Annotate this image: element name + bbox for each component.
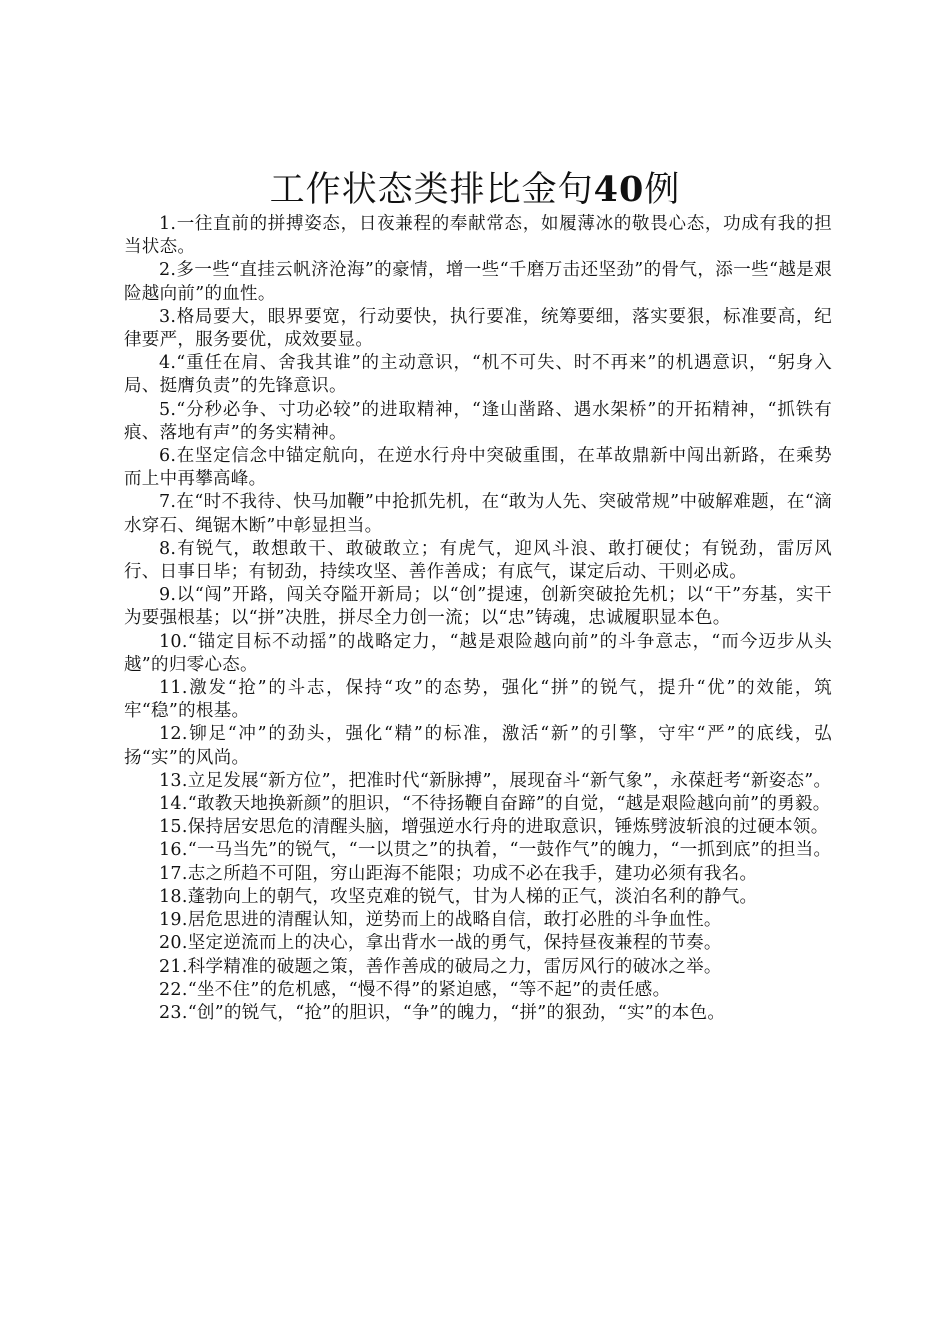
page-title — [0, 168, 950, 212]
paragraph-10: 10.“锚定目标不动摇”的战略定力，“越是艰险越向前”的斗争意志，“而今迈步从头越”的归零心态。 — [124, 631, 832, 675]
paragraph-19: 19.居危思进的清醒认知，逆势而上的战略自信，敢打必胜的斗争血性。 — [159, 910, 722, 931]
paragraph-1: 1.一往直前的拼搏姿态，日夜兼程的奉献常态，如履薄冰的敬畏心态，功成有我的担当状态。 — [124, 214, 832, 258]
paragraph-15: 15.保持居安思危的清醒头脑，增强逆水行舟的进取意识，锤炼劈波斩浪的过硬本领。 — [159, 817, 829, 838]
paragraph-4: 4.“重任在肩、舍我其谁”的主动意识，“机不可失、时不再来”的机遇意识，“躬身入局、挺膺负责”的先锋意识。 — [124, 353, 832, 397]
paragraph-9: 9.以“闯”开路，闯关夺隘开新局；以“创”提速，创新突破抢先机；以“干”夯基，实干为要强根基；以“拼”决胜，拼尽全力创一流；以“忠”铸魂，忠诚履职显本色。 — [124, 585, 832, 629]
title-suffix: 例 — [644, 170, 681, 210]
paragraph-20: 20.坚定逆流而上的决心，拿出背水一战的勇气，保持昼夜兼程的节奏。 — [159, 933, 722, 954]
paragraph-2: 2.多一些“直挂云帆济沧海”的豪情，增一些“千磨万击还坚劲”的骨气，添一些“越是艰险越向前”的血性。 — [124, 260, 832, 304]
paragraph-3: 3.格局要大，眼界要宽，行动要快，执行要准，统筹要细，落实要狠，标准要高，纪律要严，服务要优，成效要显。 — [124, 306, 832, 351]
paragraph-11: 11.激发“抢”的斗志，保持“攻”的态势，强化“拼”的锐气，提升“优”的效能，筑牢“稳”的根基。 — [124, 678, 832, 722]
paragraph-14: 14.“敢教天地换新颜”的胆识，“不待扬鞭自奋蹄”的自觉，“越是艰险越向前”的勇毅。 — [159, 794, 831, 815]
paragraph-16: 16.“一马当先”的锐气，“一以贯之”的执着，“一鼓作气”的魄力，“一抓到底”的担当。 — [159, 840, 832, 861]
paragraph-12: 12.铆足“冲”的劲头，强化“精”的标准，激活“新”的引擎，守牢“严”的底线，弘扬“实”的风尚。 — [124, 724, 832, 768]
paragraph-21: 21.科学精准的破题之策，善作善成的破局之力，雷厉风行的破冰之举。 — [159, 956, 722, 977]
paragraph-5: 5.“分秒必争、寸功必较”的进取精神，“逢山凿路、遇水架桥”的开拓精神，“抓铁有痕、落地有声”的务实精神。 — [124, 399, 832, 443]
paragraph-22: 22.“坐不住”的危机感，“慢不得”的紧迫感，“等不起”的责任感。 — [159, 979, 671, 1000]
title-number: 40 — [593, 169, 645, 210]
paragraph-13: 13.立足发展“新方位”，把准时代“新脉搏”，展现奋斗“新气象”，永葆赶考“新姿态”。 — [159, 770, 832, 791]
paragraph-7: 7.在“时不我待、快马加鞭”中抢抓先机，在“敢为人先、突破常规”中破解难题，在“滴水穿石、绳锯木断”中彰显担当。 — [124, 492, 832, 536]
paragraph-8: 8.有锐气，敢想敢干、敢破敢立；有虎气，迎风斗浪、敢打硬仗；有锐劲，雷厉风行、日事日毕；有韧劲，持续攻坚、善作善成；有底气，谋定后动、干则必成。 — [124, 538, 832, 583]
paragraph-6: 6.在坚定信念中锚定航向，在逆水行舟中突破重围，在革故鼎新中闯出新路，在乘势而上中再攀高峰。 — [124, 446, 832, 490]
document-body — [124, 213, 832, 1025]
paragraph-17: 17.志之所趋不可阻，穷山距海不能限；功成不必在我手，建功必须有我名。 — [159, 863, 758, 884]
paragraph-23: 23.“创”的锐气，“抢”的胆识，“争”的魄力，“拼”的狠劲，“实”的本色。 — [159, 1002, 726, 1023]
title-text: 工作状态类排比金句 — [269, 170, 594, 210]
paragraph-18: 18.蓬勃向上的朝气，攻坚克难的锐气，甘为人梯的正气，淡泊名利的静气。 — [159, 886, 758, 907]
